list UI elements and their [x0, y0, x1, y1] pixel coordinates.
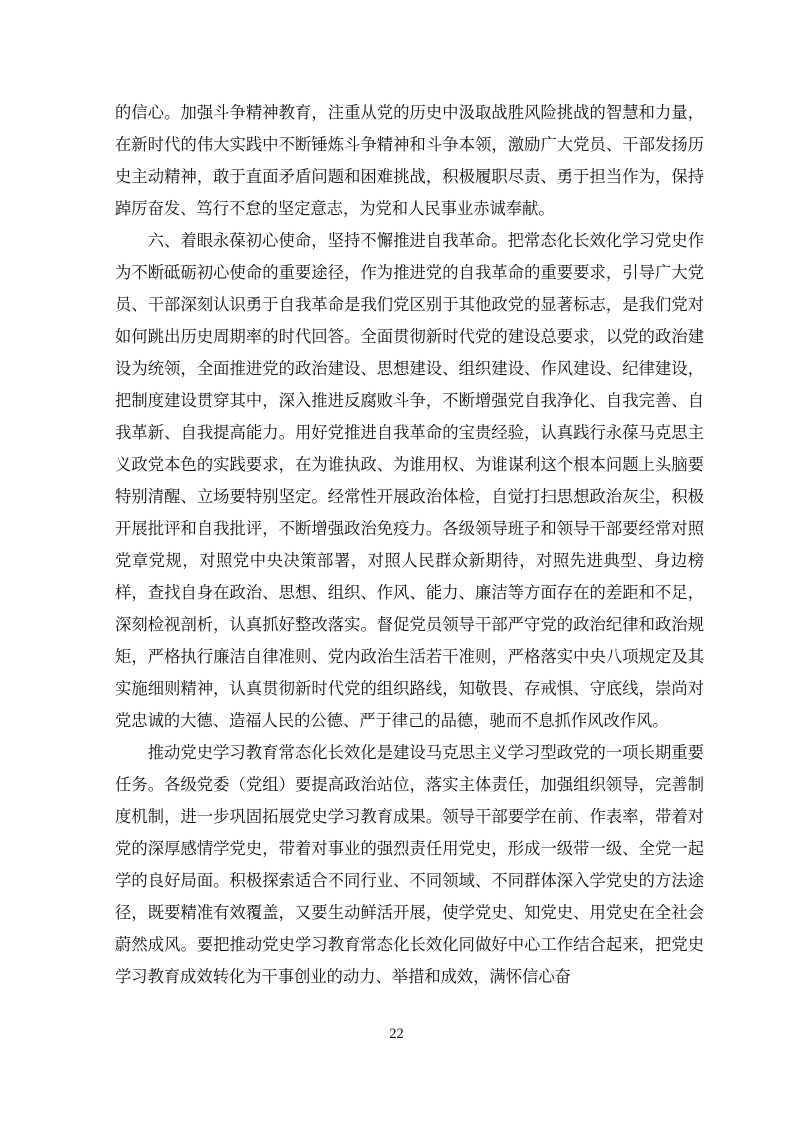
paragraph-section-six: 六、着眼永葆初心使命，坚持不懈推进自我革命。把常态化长效化学习党史作为不断砥砺初心使命的重要途径，作为推进党的自我革命的重要要求，引导广大党员、干部深刻认识勇于自我革命是我们党区别于其他政党的显著标志，是我们党对如何跳出历史周期率的时代回答。全面贯彻新时代党的建设总要求，以党的政治建设为统领，全面推进党的政治建设、思想建设、组织建设、作风建设、纪律建设，把制度建设贯穿其中，深入推进反腐败斗争，不断增强党自我净化、自我完善、自我革新、自我提高能力。用好党推进自我革命的宝贵经验，认真践行永葆马克思主义政党本色的实践要求，在为谁执政、为谁用权、为谁谋利这个根本问题上头脑要特别清醒、立场要特别坚定。经常性开展政治体检，自觉打扫思想政治灰尘，积极开展批评和自我批评，不断增强政治免疫力。各级领导班子和领导干部要经常对照党章党规，对照党中央决策部署，对照人民群众新期待，对照先进典型、身边榜样，查找自身在政治、思想、组织、作风、能力、廉洁等方面存在的差距和不足，深刻检视剖析，认真抓好整改落实。督促党员领导干部严守党的政治纪律和政治规矩，严格执行廉洁自律准则、党内政治生活若干准则，严格落实中央八项规定及其实施细则精神，认真贯彻新时代党的组织路线，知敬畏、存戒惧、守底线，崇尚对党忠诚的大德、造福人民的公德、严于律己的品德，驰而不息抓作风改作风。	[115, 231, 704, 730]
paragraph-closing: 推动党史学习教育常态化长效化是建设马克思主义学习型政党的一项长期重要任务。各级党委（党组）要提高政治站位，落实主体责任，加强组织领导，完善制度机制，进一步巩固拓展党史学习教育成果。领导干部要学在前、作表率，带着对党的深厚感情学党史，带着对事业的强烈责任用党史，形成一级带一级、全党一起学的良好局面。积极探索适合不同行业、不同领域、不同群体深入学党史的方法途径，既要精准有效覆盖，又要生动鲜活开展，使学党史、知党史、用党史在全社会蔚然成风。要把推动党史学习教育常态化长效化同做好中心工作结合起来，把党史学习教育成效转化为干事创业的动力、举措和成效，满怀信心奋	[115, 743, 704, 986]
document-text-body	[115, 97, 704, 993]
page-number: 22	[389, 1026, 404, 1042]
page-footer	[0, 1024, 793, 1044]
paragraph-continuation: 的信心。加强斗争精神教育，注重从党的历史中汲取战胜风险挑战的智慧和力量，在新时代的伟大实践中不断锤炼斗争精神和斗争本领，激励广大党员、干部发扬历史主动精神，敢于直面矛盾问题和困难挑战，积极履职尽责、勇于担当作为，保持踔厉奋发、笃行不怠的坚定意志，为党和人民事业赤诚奉献。	[115, 103, 704, 218]
